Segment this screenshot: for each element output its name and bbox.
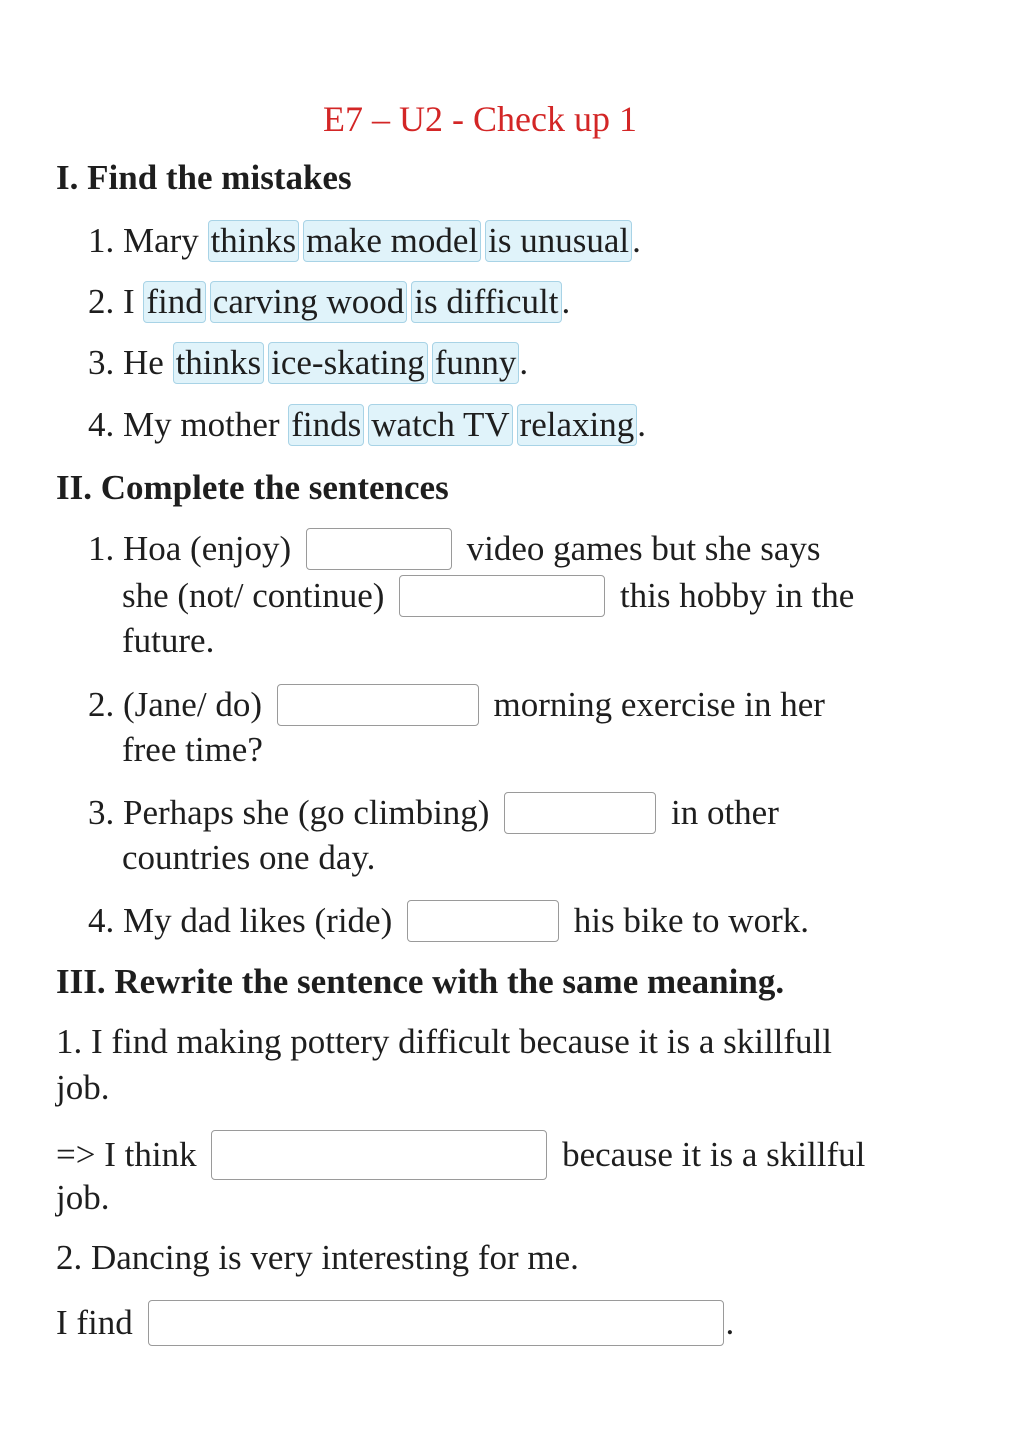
sentence-text: this hobby in the: [619, 576, 855, 615]
item-end: .: [632, 221, 641, 260]
sentence-text: video games but she says: [466, 529, 821, 568]
sentence-text: morning exercise in her: [493, 685, 825, 724]
item-lead: I: [123, 282, 135, 321]
complete-item-2-line-2: free time?: [122, 730, 263, 769]
item-end: .: [561, 282, 571, 321]
mistake-option-b[interactable]: carving wood: [210, 281, 407, 323]
item-lead: My mother: [123, 405, 280, 444]
mistake-item-1: [88, 220, 641, 262]
rewrite-question-2: 2. Dancing is very interesting for me.: [56, 1238, 579, 1277]
section-1-heading: I. Find the mistakes: [56, 158, 352, 197]
rewrite-answer-2: [56, 1300, 734, 1346]
mistake-option-b[interactable]: make model: [303, 220, 481, 262]
sentence-text: in other: [670, 793, 779, 832]
complete-item-4-line-1: [88, 900, 809, 942]
mistake-item-4: [88, 404, 646, 446]
answer-input-box[interactable]: [399, 575, 605, 617]
complete-item-1-line-1: [88, 528, 820, 570]
complete-item-3-line-2: countries one day.: [122, 838, 376, 877]
item-number: 3.: [88, 793, 115, 832]
item-end: .: [637, 405, 647, 444]
item-number: 1.: [88, 529, 115, 568]
item-end: .: [519, 343, 529, 382]
answer-input-box[interactable]: [211, 1130, 547, 1180]
answer-input-box[interactable]: [277, 684, 479, 726]
mistake-option-c[interactable]: funny: [432, 342, 520, 384]
answer-end: .: [725, 1303, 735, 1342]
answer-input-box[interactable]: [306, 528, 452, 570]
rewrite-question-1-cont: job.: [56, 1068, 110, 1107]
item-lead: Mary: [123, 221, 199, 260]
item-number: 4.: [88, 901, 115, 940]
complete-item-3-line-1: [88, 792, 779, 834]
sentence-text: (Jane/ do): [123, 685, 262, 724]
section-3-heading: III. Rewrite the sentence with the same meaning.: [56, 962, 785, 1001]
item-lead: He: [123, 343, 164, 382]
answer-lead: => I think: [56, 1135, 197, 1174]
mistake-option-b[interactable]: ice-skating: [268, 342, 428, 384]
complete-item-1-line-2: [122, 575, 854, 617]
item-number: 1.: [88, 221, 115, 260]
mistake-option-b[interactable]: watch TV: [368, 404, 512, 446]
answer-input-box[interactable]: [407, 900, 559, 942]
mistake-option-c[interactable]: relaxing: [517, 404, 638, 446]
rewrite-answer-1: [56, 1130, 865, 1180]
sentence-text: My dad likes (ride): [123, 901, 393, 940]
item-number: 2.: [88, 685, 115, 724]
answer-input-box[interactable]: [148, 1300, 724, 1346]
rewrite-question-1: 1. I find making pottery difficult because it is a skillfull: [56, 1022, 832, 1061]
mistake-item-2: [88, 281, 570, 323]
rewrite-answer-1-cont: job.: [56, 1178, 110, 1217]
answer-input-box[interactable]: [504, 792, 656, 834]
mistake-option-a[interactable]: finds: [288, 404, 364, 446]
mistake-option-c[interactable]: is unusual: [485, 220, 632, 262]
sentence-text: Hoa (enjoy): [123, 529, 292, 568]
answer-trail: because it is a skillful: [562, 1135, 866, 1174]
mistake-option-a[interactable]: thinks: [208, 220, 300, 262]
answer-lead: I find: [56, 1303, 133, 1342]
worksheet-title: E7 – U2 - Check up 1: [323, 99, 637, 139]
sentence-text: she (not/ continue): [122, 576, 385, 615]
item-number: 4.: [88, 405, 115, 444]
section-2-heading: II. Complete the sentences: [56, 468, 449, 507]
mistake-option-c[interactable]: is difficult: [411, 281, 561, 323]
sentence-text: his bike to work.: [573, 901, 809, 940]
mistake-option-a[interactable]: thinks: [173, 342, 265, 384]
complete-item-2-line-1: [88, 684, 825, 726]
item-number: 2.: [88, 282, 115, 321]
item-number: 3.: [88, 343, 115, 382]
complete-item-1-line-3: future.: [122, 621, 215, 660]
sentence-text: Perhaps she (go climbing): [123, 793, 490, 832]
mistake-option-a[interactable]: find: [143, 281, 205, 323]
mistake-item-3: [88, 342, 528, 384]
